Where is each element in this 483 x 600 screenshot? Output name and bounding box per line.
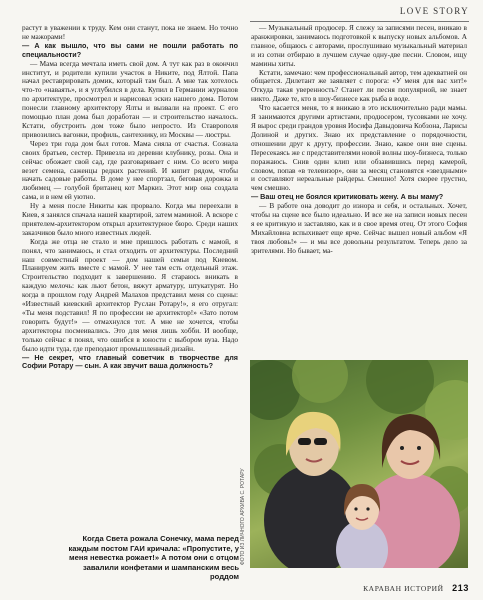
paragraph: — В работе она доводит до изнора и себя, и остальных. Хочет, чтобы на сцене все было идеально. И все же на записи новых песен я ее критикую и заставляю, как и в свое время отец. От этого София Михайловна вспыхивает еще ярче. Сейчас вышел новый альбом «Я твоя любовь!» — и мы все довольны результатом. Теперь дело за зрителями. Но бывает, ма- xyxy=(251,201,467,255)
page-footer xyxy=(363,583,469,593)
interview-question: — Ваш отец не боялся критиковать жену. А вы маму? xyxy=(251,192,444,202)
paragraph: Кстати, замечаю: чем профессиональный автор, тем адекватней он общается. Дилетант же заявляет с порога: «У меня для вас хит!» Откуда такая уверенность? Станет ли песня популярной, не знает никто. Даже те, кто в шоу-бизнесе как рыба в воде. xyxy=(251,67,467,104)
paragraph: Что касается меня, то я вникаю в это исключительно ради мамы. Я занимаются другими артистами, продюсером, тусовками не хочу. Я вырос среди грандов уровня Иосифа Давыдовича Кобзона, Ларисы Долиной и других. Знаю их представление о порядочности, отношении друг к другу, профессии. Знаю, какое они вне сцены. Пересекаясь же с представителями новой волны шоу-бизнеса, только поражаюсь. Снив один клип или обзавившись перед камерой, словом, попав «в телевизор», они за месяц становятся «звездными» и составляют нереальные райдеры. Смешно! Хотя скорее грустно, чем смешно. xyxy=(251,103,468,193)
left-column xyxy=(22,24,238,371)
magazine-name: КАРАВАН ИСТОРИЙ xyxy=(363,584,444,593)
interview-question: — А как вышло, что вы сами не пошли работать по специальности? xyxy=(22,40,238,59)
paragraph: Когда же отца не стало и мне пришлось работать с мамой, я понял, что занимаюсь, и стал отходить от архитектуры. Последний наш совместный проект — дом нашей семьи под Киевом. Планируем жить вместе с мамой. У нее там есть отдельный этаж. Строительство подходит к завершению. Я стараюсь вникать в каждую мелочь: как льют бетон, вяжут арматуру, штукатурят. Но когда в прошлом году Андрей Малахов представил меня со сцены: «Известный киевский архитектор Руслан Ротару!», я его отругал: «Ты меня подставил! Я по профессии не архитектор!» «Зато потом говорить будут!» — отмахнулся тот. А мне не хочется, чтобы архитекторы посмеивались. Это для меня лишь хобби. И вообще, только сейчас я понял, что ошибся в юности с выбором вуза. Надо было идти туда, где преподают промышленный дизайн. xyxy=(22,236,238,353)
paragraph: Через три года дом был готов. Мама сияла от счастья. Сознала своих братьев, сестер. Привезла из деревни клубнику, розы. Она и сейчас обожает свой сад, где разговаривает с ним. Со всего мира везет семена, саженцы редких растений. И кипит рядом, чтобы начать садовые работы. В доме у нее спортзал, беговая дорожка и любимец — голубой британец кот Маркиз. Этот мир она создала сама, и в нем ей уютно. xyxy=(22,138,238,202)
page-number: 213 xyxy=(452,583,469,593)
paragraph: растут в уважении к труду. Кем они станут, пока не знаем. Но точно не мажорами! xyxy=(22,23,238,41)
section-header: LOVE STORY xyxy=(399,6,469,16)
header-rule xyxy=(250,21,469,22)
right-column xyxy=(251,24,467,256)
paragraph: — Музыкальный продюсер. Я слежу за записями песен, вникаю в аранжировки, занимаюсь подготовкой к выпуску новых альбомов. А главное, общаюсь с авторами, прослушиваю музыкальный материал и из сотни отбираю в лучшем случае одну-две песни. Словом, ищу мамины хиты. xyxy=(251,23,467,68)
interview-question: — Не секрет, что главный советчик в творчестве для Софии Ротару — сын. А как звучит ваша должность? xyxy=(22,352,238,371)
photo-caption: Когда Света рожала Сонечку, мама перед каждым постом ГАИ кричала: «Пропустите, у меня невестка рожает!» А потом они с отцом завалили конфетами и шампанским весь роддом xyxy=(68,534,239,582)
photo-credit: ФОТО ИЗ ЛИЧНОГО АРХИВА С. РОТАРУ xyxy=(240,468,246,565)
paragraph: Ну а меня после Никиты как прорвало. Когда мы переехали в Киев, я занялся спачала нашей квартирой, затем маминой. А вскоре с приятелем-архитектором открыл архитектурное бюро. Среди наших заказчиков было много известных людей. xyxy=(22,201,238,237)
family-photo-illustration xyxy=(250,360,468,568)
paragraph: — Мама всегда мечтала иметь свой дом. А тут как раз в окончил институт, и родители купили участок в Никите, под Ялтой. Папа начал реставрировать домик, который там был. А мне так хотелось что-то «наваять», и я углубился в дела. Купил в Германии журналов по архитектуре, просмотрел и нарисовал эскиз нашего дома. Потом понесли главному архитектору Ялты и вызвали на проект. С его помощью план дома был доработан — и строительство началось. Кстати, обустроить дом тоже было непросто. Из Ставрополя привозились вагонки, профиль, сантехнику, из Москвы — люстры. xyxy=(22,58,238,139)
family-photo xyxy=(250,360,468,568)
